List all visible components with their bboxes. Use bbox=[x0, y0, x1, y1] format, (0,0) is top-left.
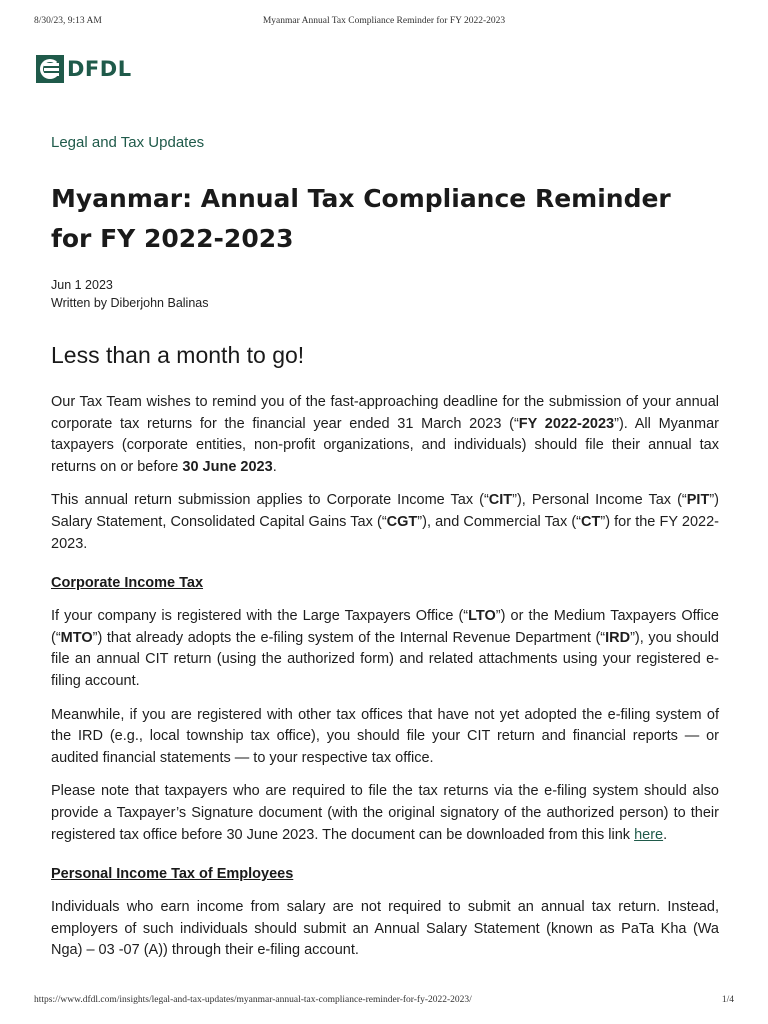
paragraph-cit-other-offices: Meanwhile, if you are registered with other tax offices that have not yet adopted the e-filing system of the IRD (e.g., local township tax office), you should file your CIT return and financial reports — or audited financial statements — to your respective tax office. bbox=[51, 706, 719, 766]
paragraph-cit-efiling: If your company is registered with the Large Taxpayers Office (“LTO”) or the Medium Taxpayers Office (“MTO”) that already adopts the e-filing system of the Internal Revenue Department (“IRD”), you should file an annual CIT return (using the authorized form) and related attachments using your registered e-filing account. bbox=[51, 608, 719, 689]
article bbox=[51, 133, 719, 962]
print-url: https://www.dfdl.com/insights/legal-and-tax-updates/myanmar-annual-tax-compliance-reminder-for-fy-2022-2023/ bbox=[34, 995, 472, 1005]
print-page-title: Myanmar Annual Tax Compliance Reminder for FY 2022-2023 bbox=[262, 16, 506, 26]
publish-date: Jun 1 2023 bbox=[51, 278, 113, 292]
paragraph-scope: This annual return submission applies to Corporate Income Tax (“CIT”), Personal Income Tax (“PIT”) Salary Statement, Consolidated Capital Gains Tax (“CGT”), and Commercial Tax (“CT”) for the FY 2022-2023. bbox=[51, 492, 719, 552]
article-subheading: Less than a month to go! bbox=[51, 342, 305, 368]
paragraph-intro: Our Tax Team wishes to remind you of the fast-approaching deadline for the submission of your annual corporate tax returns for the financial year ended 31 March 2023 (“FY 2022-2023”). All Myanmar taxpayers (corporate entities, non-profit organizations, and individuals) should file their annual tax returns on or before 30 June 2023. bbox=[51, 394, 719, 475]
paragraph-signature-document: Please note that taxpayers who are required to file the tax returns via the e-filing system should also provide a Taxpayer’s Signature document (with the original signatory of the authorized person) to their registered tax office before 30 June 2023. The document can be downloaded from this link here. bbox=[51, 783, 719, 843]
article-title: Myanmar: Annual Tax Compliance Reminder for FY 2022-2023 bbox=[51, 184, 671, 253]
article-meta bbox=[51, 276, 719, 312]
author-line: Written by Diberjohn Balinas bbox=[51, 296, 209, 310]
logo-text: DFDL bbox=[67, 57, 132, 81]
dfdl-logo[interactable] bbox=[36, 55, 132, 83]
print-datetime: 8/30/23, 9:13 AM bbox=[34, 16, 102, 26]
section-heading-pit: Personal Income Tax of Employees bbox=[51, 866, 294, 883]
download-here-link[interactable]: here bbox=[634, 826, 664, 843]
paragraph-pit: Individuals who earn income from salary are not required to submit an annual tax return. Instead, employers of such individuals should submit an Annual Salary Statement (known as PaTa Kha (Wa Nga) – 03 -07 (A)) through their e-filing account. bbox=[51, 899, 719, 959]
category-link[interactable]: Legal and Tax Updates bbox=[51, 134, 205, 151]
dfdl-logo-icon bbox=[36, 55, 64, 83]
print-page-number: 1/4 bbox=[721, 995, 734, 1005]
section-heading-cit: Corporate Income Tax bbox=[51, 575, 204, 592]
